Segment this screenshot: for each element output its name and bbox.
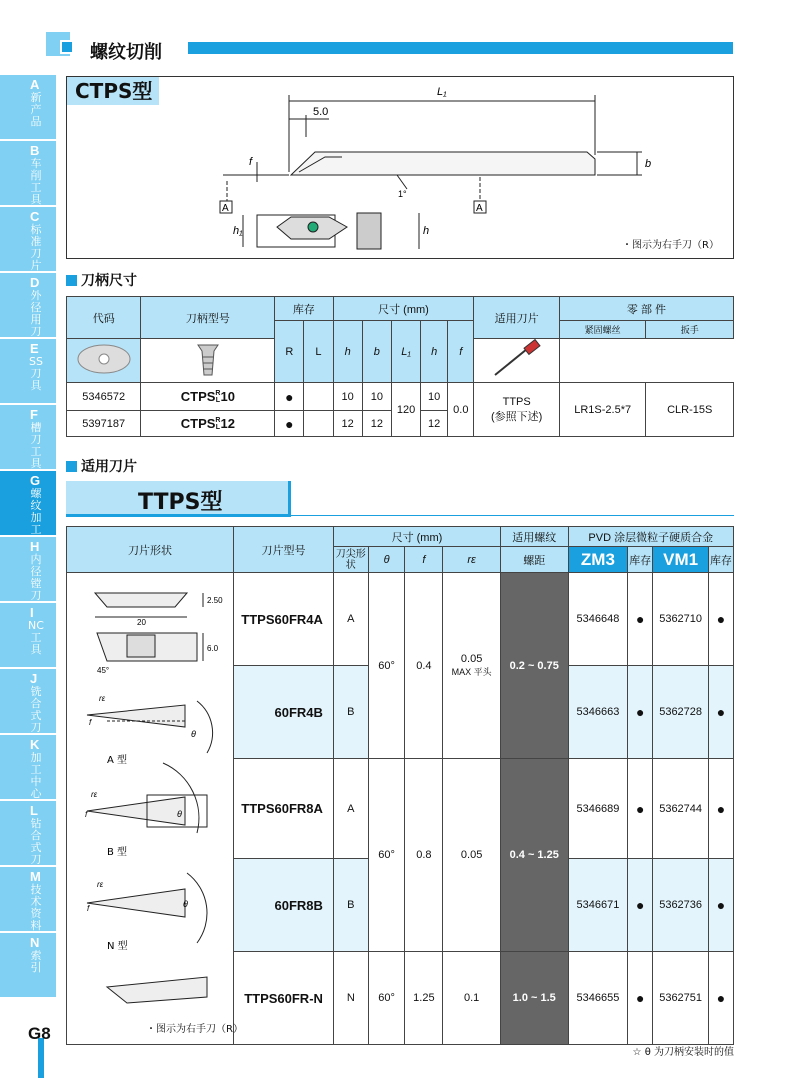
group-2-re: 0.1 <box>443 952 501 1045</box>
ctps-note: ・图示为右手刀（R） <box>622 240 719 251</box>
th-insert-model: 刀片型号 <box>234 527 334 573</box>
insert-row-4-vm1-stock: ● <box>709 952 734 1045</box>
th-re: rε <box>443 547 501 573</box>
insert-row-0-vm1-stock: ● <box>709 573 734 666</box>
dim-b: b <box>645 158 652 170</box>
th-size: 尺寸 (mm) <box>333 297 474 321</box>
sidebar-tab-j[interactable] <box>0 669 56 735</box>
insert-row-2-zm3-stock: ● <box>628 759 653 859</box>
ttps-title: TTPS型 <box>138 490 223 515</box>
wrench-image-cell <box>474 339 560 383</box>
sidebar-tab-letter: I <box>30 605 34 620</box>
insert-row-1-zm3-stock: ● <box>628 666 653 759</box>
shape-b-re: rε <box>91 790 98 799</box>
footnote: ☆ θ 为刀柄安装时的值 <box>632 1047 734 1058</box>
insert-row-1-zm3: 5346663 <box>568 666 628 759</box>
th-thread: 适用螺纹 <box>500 527 568 547</box>
insert-image-cell <box>67 339 141 383</box>
insert-row-2-vm1: 5362744 <box>653 759 709 859</box>
sidebar-tab-b[interactable] <box>0 141 56 207</box>
shape-label-n: N 型 <box>107 941 128 952</box>
sidebar-tab-letter: C <box>30 209 40 224</box>
group-0-pitch: 0.2 ~ 0.75 <box>500 573 568 759</box>
shank-row-0-code: 5346572 <box>67 383 141 411</box>
sidebar-tab-letter: G <box>30 473 41 488</box>
insert-row-2-tip: A <box>333 759 368 859</box>
section-square-icon <box>66 461 77 472</box>
shape-a-f: f <box>89 718 92 727</box>
sidebar-tab-a[interactable] <box>0 75 56 141</box>
sidebar-tab-f[interactable] <box>0 405 56 471</box>
page-title: 螺纹切削 <box>90 42 162 63</box>
dim-angle: 1° <box>398 189 407 199</box>
shape-dim-250: 2.50 <box>207 596 223 605</box>
group-2-theta: 60° <box>368 952 405 1045</box>
insert-row-0-zm3-stock: ● <box>628 573 653 666</box>
shank-row-1-b: 12 <box>362 411 391 437</box>
insert-row-0-vm1: 5362710 <box>653 573 709 666</box>
sidebar-tab-d[interactable] <box>0 273 56 339</box>
th-f: f <box>448 321 474 383</box>
insert-row-3-model: 60FR8B <box>234 859 334 952</box>
sidebar-tab-letter: J <box>30 671 38 686</box>
th-stock: 库存 <box>275 297 333 321</box>
th-h: h <box>333 321 362 383</box>
insert-row-3-vm1: 5362736 <box>653 859 709 952</box>
sidebar-tab-k[interactable] <box>0 735 56 801</box>
shank-section-title <box>66 270 137 290</box>
header-bar <box>188 42 733 54</box>
th-L1: L₁ <box>391 321 420 383</box>
sidebar-tab-e[interactable] <box>0 339 56 405</box>
th-R: R <box>275 321 304 383</box>
th-pitch: 螺距 <box>500 547 568 573</box>
shank-insert: TTPS (参照下述) <box>474 383 560 437</box>
shank-row-1-stock-l <box>304 411 333 437</box>
shape-a-theta: θ <box>191 729 196 739</box>
th-stock-1: 库存 <box>628 547 653 573</box>
th-screw: 紧固螺丝 <box>559 321 646 339</box>
insert-row-1-model: 60FR4B <box>234 666 334 759</box>
shape-drawings <box>67 573 233 1041</box>
th-zm3: ZM3 <box>568 547 628 573</box>
shape-label-a: A 型 <box>107 755 128 766</box>
th-insert-size: 尺寸 (mm) <box>333 527 500 547</box>
shape-drawings-cell <box>67 573 234 1045</box>
shank-row-0-h: 10 <box>333 383 362 411</box>
screw-image <box>188 339 228 379</box>
ctps-drawing <box>67 77 735 260</box>
sidebar-tab-label: 技术资料 <box>30 883 42 932</box>
shank-wrench: CLR-15S <box>646 383 734 437</box>
sidebar-tab-c[interactable] <box>0 207 56 273</box>
th-h2: h <box>421 321 448 383</box>
insert-row-3-vm1-stock: ● <box>709 859 734 952</box>
shank-L1: 120 <box>391 383 420 437</box>
shape-n-re: rε <box>97 880 104 889</box>
shape-dim-20: 20 <box>137 618 146 627</box>
sidebar-tab-l[interactable] <box>0 801 56 867</box>
insert-note: ・图示为右手刀（R） <box>146 1024 243 1035</box>
shape-b-f: f <box>85 810 88 819</box>
sidebar-tab-label: 槽刀工具 <box>30 421 42 470</box>
insert-row-1-vm1-stock: ● <box>709 666 734 759</box>
sidebar-tab-letter: L <box>30 803 38 818</box>
shank-row-0-model: CTPSR L10 <box>141 383 275 411</box>
shape-n-theta: θ <box>183 899 188 909</box>
screw-image-cell <box>141 339 275 383</box>
shank-row-1-stock-r: ● <box>275 411 304 437</box>
insert-row-3-zm3-stock: ● <box>628 859 653 952</box>
insert-image <box>69 339 139 379</box>
shape-label-b: B 型 <box>107 847 128 858</box>
group-1-f: 0.8 <box>405 759 443 952</box>
insert-section-title-text: 适用刀片 <box>81 459 137 475</box>
shank-row-0-stock-l <box>304 383 333 411</box>
shank-table <box>66 296 734 437</box>
sidebar-tab-label: 外径用刀 <box>30 289 42 338</box>
sidebar-tab-label: 钻合式刀 <box>30 817 42 866</box>
group-0-theta: 60° <box>368 573 405 759</box>
sidebar-tab-label: 铣合式刀 <box>30 685 42 734</box>
ttps-banner <box>66 481 291 517</box>
sidebar-tab-letter: F <box>30 407 38 422</box>
group-2-pitch: 1.0 ~ 1.5 <box>500 952 568 1045</box>
group-2-f: 1.25 <box>405 952 443 1045</box>
insert-row-4-tip: N <box>333 952 368 1045</box>
sidebar-tab-g[interactable] <box>0 471 56 537</box>
sidebar-footer-strip <box>38 1038 44 1078</box>
dim-f: f <box>249 156 253 168</box>
th-code: 代码 <box>67 297 141 339</box>
sidebar-tab-letter: H <box>30 539 40 554</box>
dim-h1: h₁ <box>233 225 243 237</box>
dim-5: 5.0 <box>313 106 329 118</box>
ctps-label: CTPS型 <box>67 77 159 105</box>
sidebar-tab-label: NC工具 <box>28 619 44 656</box>
th-b: b <box>362 321 391 383</box>
insert-row-2-vm1-stock: ● <box>709 759 734 859</box>
th-wrench: 扳手 <box>646 321 734 339</box>
shape-b-theta: θ <box>177 809 182 819</box>
sidebar-tab-n[interactable] <box>0 933 56 999</box>
shank-row-0-stock-r: ● <box>275 383 304 411</box>
insert-row-0-model: TTPS60FR4A <box>234 573 334 666</box>
sidebar-tab-label: 内径镗刀 <box>30 553 42 602</box>
shank-row-0-h2: 10 <box>421 383 448 411</box>
sidebar-tab-label: 加工中心 <box>30 751 42 800</box>
th-parts: 零 部 件 <box>559 297 733 321</box>
th-tip-shape: 刀尖形状 <box>333 547 368 573</box>
shank-screw: LR1S-2.5*7 <box>559 383 646 437</box>
shape-dim-60: 6.0 <box>207 644 219 653</box>
sidebar-tab-letter: M <box>30 869 41 884</box>
insert-row-3-zm3: 5346671 <box>568 859 628 952</box>
th-L: L <box>304 321 333 383</box>
shank-row-1-model: CTPSR L12 <box>141 411 275 437</box>
insert-row-2-zm3: 5346689 <box>568 759 628 859</box>
section-mark-a-right: A <box>476 203 483 214</box>
th-theta: θ <box>368 547 405 573</box>
sidebar-tab-h[interactable] <box>0 537 56 603</box>
sidebar-tab-label: 车削工具 <box>30 157 42 206</box>
sidebar-tab-m[interactable] <box>0 867 56 933</box>
insert-row-4-model: TTPS60FR-N <box>234 952 334 1045</box>
group-1-theta: 60° <box>368 759 405 952</box>
insert-row-4-vm1: 5362751 <box>653 952 709 1045</box>
th-insert: 适用刀片 <box>474 297 560 339</box>
insert-row-4-zm3-stock: ● <box>628 952 653 1045</box>
sidebar-tab-label: 索引 <box>30 949 42 974</box>
shank-row-1-h2: 12 <box>421 411 448 437</box>
sidebar-tab-letter: N <box>30 935 40 950</box>
dim-L1: L₁ <box>437 86 447 98</box>
insert-row-0-tip: A <box>333 573 368 666</box>
sidebar-tab-letter: E <box>30 341 39 356</box>
wrench-image <box>487 339 547 379</box>
insert-row-0-zm3: 5346648 <box>568 573 628 666</box>
th-stock-2: 库存 <box>709 547 734 573</box>
sidebar-tab-letter: D <box>30 275 40 290</box>
th-f: f <box>405 547 443 573</box>
sidebar-tab-letter: B <box>30 143 40 158</box>
shank-f: 0.0 <box>448 383 474 437</box>
shank-row-1-h: 12 <box>333 411 362 437</box>
group-1-re: 0.05 <box>443 759 501 952</box>
shank-row-0-b: 10 <box>362 383 391 411</box>
sidebar-tab-label: 螺纹加工 <box>30 487 42 536</box>
th-pvd: PVD 涂层微粒子硬质合金 <box>568 527 734 547</box>
group-0-f: 0.4 <box>405 573 443 759</box>
sidebar-tab-i[interactable] <box>0 603 56 669</box>
insert-table <box>66 526 734 1045</box>
insert-row-1-vm1: 5362728 <box>653 666 709 759</box>
group-0-re: 0.05 MAX 平头 <box>443 573 501 759</box>
insert-section-title <box>66 456 137 476</box>
th-vm1: VM1 <box>653 547 709 573</box>
section-mark-a-left: A <box>222 203 229 214</box>
sidebar-footer <box>0 1010 56 1078</box>
sidebar-tab-letter: K <box>30 737 40 752</box>
section-square-icon <box>66 275 77 286</box>
th-shape: 刀片形状 <box>67 527 234 573</box>
sidebar-tab-label: 新产品 <box>30 91 42 128</box>
sidebar-tab-label: 标准刀片 <box>30 223 42 272</box>
shank-row-1-code: 5397187 <box>67 411 141 437</box>
insert-row-2-model: TTPS60FR8A <box>234 759 334 859</box>
sidebar-tab-label: SS刀具 <box>29 355 43 392</box>
ctps-drawing-box <box>66 76 734 259</box>
page-number: G8 <box>28 1024 51 1043</box>
th-model: 刀柄型号 <box>141 297 275 339</box>
shape-dim-45: 45° <box>97 666 110 675</box>
ttps-line <box>291 515 734 516</box>
sidebar-tab-letter: A <box>30 77 40 92</box>
insert-row-1-tip: B <box>333 666 368 759</box>
group-1-pitch: 0.4 ~ 1.25 <box>500 759 568 952</box>
insert-row-4-zm3: 5346655 <box>568 952 628 1045</box>
header-square-accent-icon <box>60 40 74 54</box>
shape-n-f: f <box>87 904 90 913</box>
shape-a-re: rε <box>99 694 106 703</box>
shank-section-title-text: 刀柄尺寸 <box>81 273 137 289</box>
insert-row-3-tip: B <box>333 859 368 952</box>
dim-h: h <box>423 225 430 237</box>
